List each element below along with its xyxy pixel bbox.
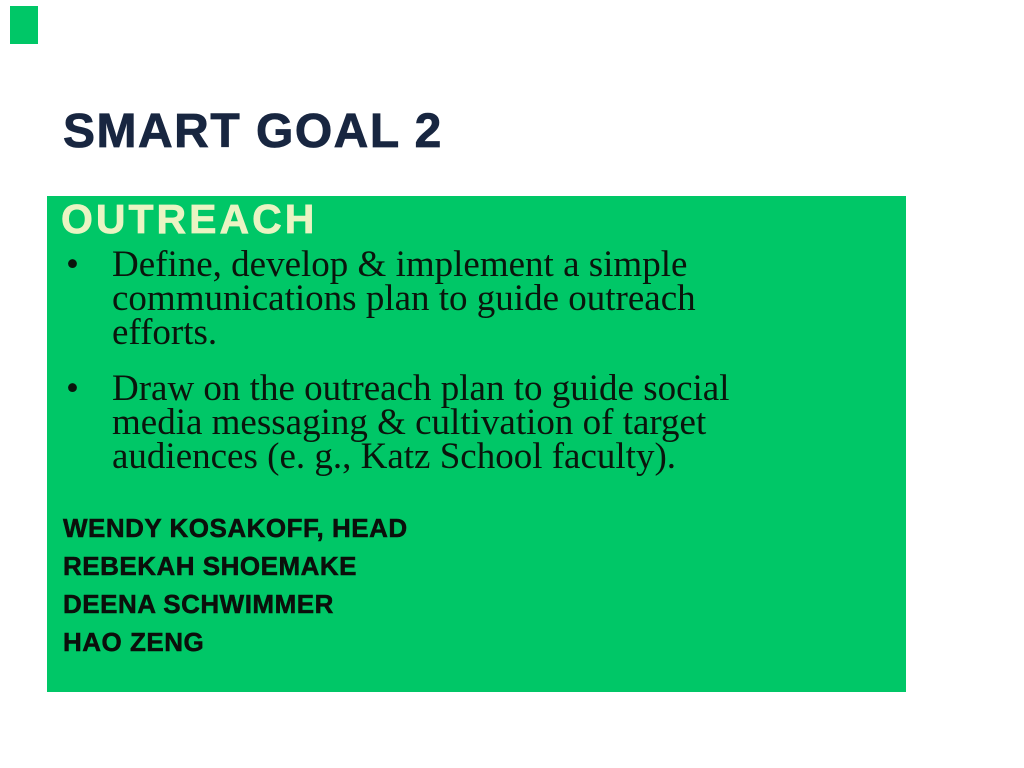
bullet-dot-icon (66, 372, 112, 406)
bullet-text: Draw on the outreach plan to guide social media messaging & cultivation of target audiences (e. g., Katz School faculty). (112, 368, 730, 477)
team-member: HAO ZENG (63, 627, 205, 657)
bullet-text: Define, develop & implement a simple communications plan to guide outreach efforts. (112, 244, 696, 353)
team-member: WENDY KOSAKOFF, HEAD (63, 513, 408, 543)
team-member: DEENA SCHWIMMER (63, 589, 334, 619)
corner-accent-square (10, 6, 38, 44)
team-list (63, 509, 408, 661)
page-title: SMART GOAL 2 (63, 105, 443, 158)
bullet-item (66, 368, 792, 477)
team-member: REBEKAH SHOEMAKE (63, 551, 358, 581)
bullet-list (66, 244, 792, 496)
content-panel (47, 196, 906, 692)
bullet-item (66, 244, 792, 353)
panel-heading: OUTREACH (61, 196, 318, 242)
bullet-dot-icon (66, 248, 112, 282)
